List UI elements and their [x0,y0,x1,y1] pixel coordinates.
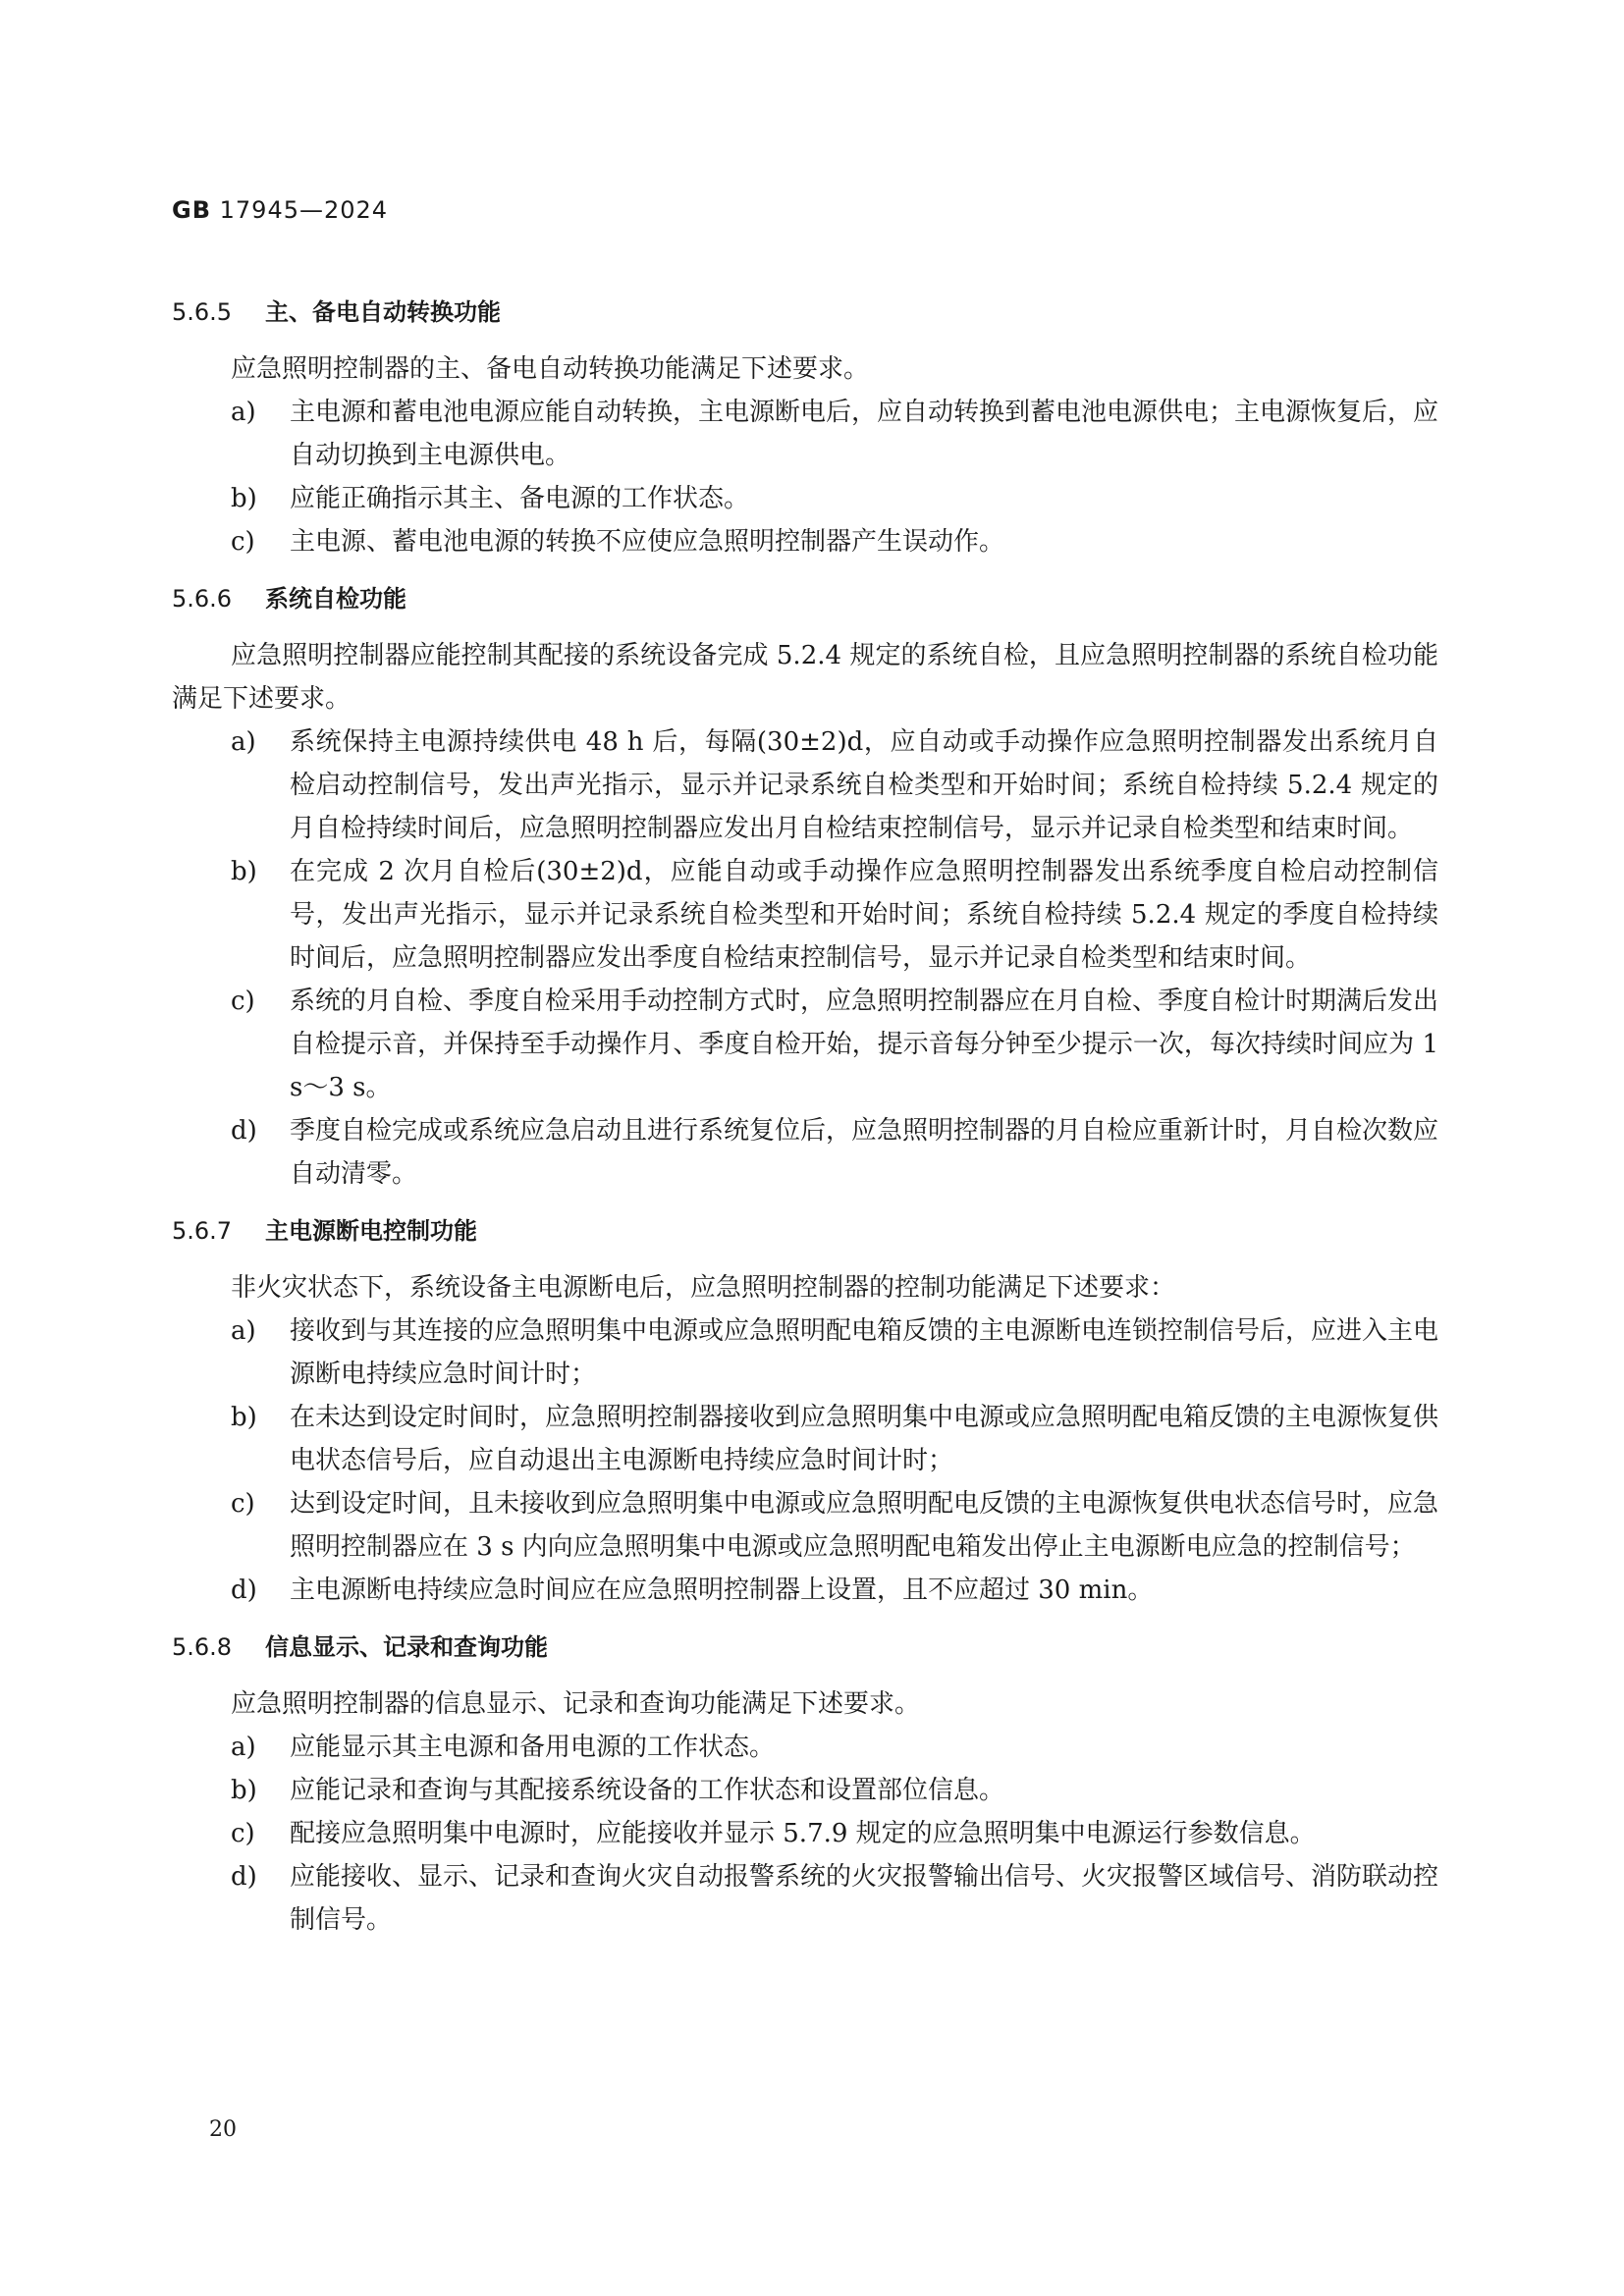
standard-header [172,196,388,224]
section-title: 信息显示、记录和查询功能 [265,1633,548,1661]
item-text: 应能显示其主电源和备用电源的工作状态。 [290,1733,776,1762]
list-item [172,1769,1438,1812]
standard-prefix: GB [172,196,211,224]
item-text: 应能记录和查询与其配接系统设备的工作状态和设置部位信息。 [290,1776,1005,1805]
item-label: c) [231,1489,255,1519]
requirement-list [172,1309,1438,1612]
section-heading [172,577,1438,620]
item-label: d) [231,1116,257,1146]
section-intro: 应急照明控制器的主、备电自动转换功能满足下述要求。 [231,354,870,384]
requirement-list [172,721,1438,1196]
item-text: 配接应急照明集中电源时，应能接收并显示 5.7.9 规定的应急照明集中电源运行参数信息。 [290,1819,1316,1848]
list-item [172,1855,1438,1942]
item-label: b) [231,484,257,513]
list-item [172,1569,1438,1612]
item-text: 系统保持主电源持续供电 48 h 后，每隔(30±2)d，应自动或手动操作应急照明控制器发出系统月自检启动控制信号，发出声光指示，显示并记录系统自检类型和开始时间；系统自检持续 5.2.4 规定的月自检持续时间后，应急照明控制器应发出月自检结束控制信号，显示并记录自检类型和结束时间。 [290,727,1438,843]
item-text: 季度自检完成或系统应急启动且进行系统复位后，应急照明控制器的月自检应重新计时，月自检次数应自动清零。 [290,1116,1439,1189]
page-number: 20 [209,2117,237,2142]
section-intro: 非火灾状态下，系统设备主电源断电后，应急照明控制器的控制功能满足下述要求： [231,1273,1176,1303]
item-label: a) [231,1316,256,1346]
item-label: c) [231,527,255,557]
standard-number: 17945—2024 [219,196,389,224]
document-body [172,291,1438,1955]
section-5-6-7 [172,1209,1438,1612]
section-number: 5.6.5 [172,298,233,326]
item-text: 在完成 2 次月自检后(30±2)d，应能自动或手动操作应急照明控制器发出系统季度自检启动控制信号，发出声光指示，显示并记录系统自检类型和开始时间；系统自检持续 5.2.4 规定的季度自检持续时间后，应急照明控制器应发出季度自检结束控制信号，显示并记录自检类型和结束时间。 [290,857,1438,973]
item-text: 系统的月自检、季度自检采用手动控制方式时，应急照明控制器应在月自检、季度自检计时期满后发出自检提示音，并保持至手动操作月、季度自检开始，提示音每分钟至少提示一次，每次持续时间应为 1 s～3 s。 [290,987,1439,1102]
section-number: 5.6.8 [172,1633,233,1661]
list-item [172,1396,1438,1482]
item-text: 主电源、蓄电池电源的转换不应使应急照明控制器产生误动作。 [290,527,1005,557]
requirement-list [172,1726,1438,1942]
item-label: d) [231,1575,257,1605]
section-title: 主电源断电控制功能 [265,1217,477,1245]
list-item [172,1812,1438,1855]
section-number: 5.6.6 [172,585,233,613]
item-label: a) [231,398,256,427]
list-item [172,477,1438,520]
list-item [172,1482,1438,1569]
item-text: 主电源断电持续应急时间应在应急照明控制器上设置，且不应超过 30 min。 [290,1575,1154,1605]
section-heading [172,291,1438,334]
list-item [172,391,1438,477]
item-label: b) [231,1403,257,1432]
item-label: c) [231,987,255,1016]
list-item [172,721,1438,850]
section-title: 系统自检功能 [265,585,406,613]
item-label: a) [231,727,256,757]
item-text: 应能正确指示其主、备电源的工作状态。 [290,484,750,513]
section-5-6-5 [172,291,1438,563]
section-title: 主、备电自动转换功能 [265,298,501,326]
item-label: d) [231,1862,257,1892]
section-5-6-8 [172,1626,1438,1942]
section-5-6-6 [172,577,1438,1196]
section-intro: 应急照明控制器的信息显示、记录和查询功能满足下述要求。 [231,1689,921,1719]
item-text: 达到设定时间，且未接收到应急照明集中电源或应急照明配电反馈的主电源恢复供电状态信号时，应急照明控制器应在 3 s 内向应急照明集中电源或应急照明配电箱发出停止主电源断电应急的控制信号； [290,1489,1439,1562]
requirement-list [172,391,1438,563]
item-label: b) [231,857,257,886]
list-item [172,980,1438,1109]
item-text: 在未达到设定时间时，应急照明控制器接收到应急照明集中电源或应急照明配电箱反馈的主电源恢复供电状态信号后，应自动退出主电源断电持续应急时间计时； [290,1403,1439,1475]
item-label: a) [231,1733,256,1762]
list-item [172,1109,1438,1196]
list-item [172,1309,1438,1396]
section-intro: 应急照明控制器应能控制其配接的系统设备完成 5.2.4 规定的系统自检，且应急照明控制器的系统自检功能满足下述要求。 [172,641,1438,714]
list-item [172,1726,1438,1769]
section-heading [172,1209,1438,1253]
item-label: b) [231,1776,257,1805]
item-text: 接收到与其连接的应急照明集中电源或应急照明配电箱反馈的主电源断电连锁控制信号后，应进入主电源断电持续应急时间计时； [290,1316,1439,1389]
list-item [172,520,1438,563]
list-item [172,850,1438,980]
section-heading [172,1626,1438,1669]
section-number: 5.6.7 [172,1217,233,1245]
item-text: 应能接收、显示、记录和查询火灾自动报警系统的火灾报警输出信号、火灾报警区域信号、消防联动控制信号。 [290,1862,1439,1935]
item-text: 主电源和蓄电池电源应能自动转换，主电源断电后，应自动转换到蓄电池电源供电；主电源恢复后，应自动切换到主电源供电。 [290,398,1439,470]
item-label: c) [231,1819,255,1848]
